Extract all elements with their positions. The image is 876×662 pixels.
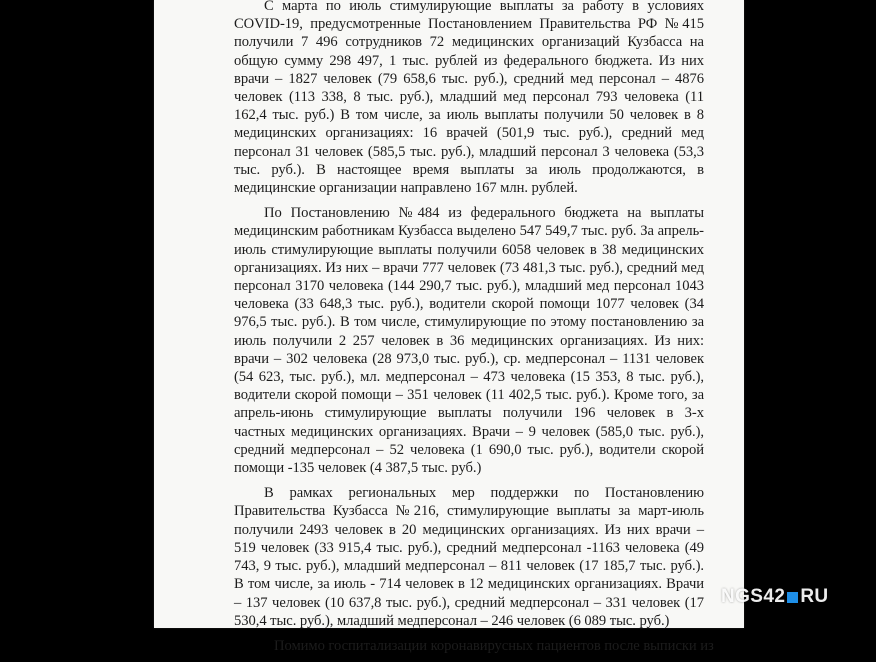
watermark-square-icon [787, 592, 798, 603]
paragraph-1: С марта по июль стимулирующие выплаты за работу в условиях COVID-19, предусмотренные Постановлением Правительства РФ №415 получили 7 496 сотрудников 72 медицинских организаций Кузбасса на общую сумму 298 497, 1 тыс. рублей из федерального бюджета. Из них врачи – 1827 человек (79 658,6 тыс. руб.), средний мед персонал – 4876 человек (113 338, 8 тыс. руб.), младший мед персонал 793 человека (11 162,4 тыс. руб.) В том числе, за июль выплаты получили 50 человек в 8 медицинских организациях: 16 врачей (501,9 тыс. руб.), средний мед персонал 31 человек (585,5 тыс. руб.), младший персонал 3 человека (53,3 тыс. руб.). В настоящее время выплаты за июль продолжаются, в медицинские организации направлено 167 млн. рублей. [234, 0, 704, 197]
paragraph-2: По Постановлению №484 из федерального бюджета на выплаты медицинским работникам Кузбасса выделено 547 549,7 тыс. руб. За апрель-июль стимулирующие выплаты получили 6058 человек в 38 медицинских организациях. Из них – врачи 777 человек (73 481,3 тыс. руб.), средний мед персонал 3170 человека (144 290,7 тыс. руб.), младший мед персонал 1043 человека (33 648,3 тыс. руб.), водители скорой помощи 1077 человек (34 976,5 тыс. руб.). В том числе, стимулирующие по этому постановлению за июль получили 2 257 человек в 36 медицинских организациях. Из них: врачи – 302 человека (28 973,0 тыс. руб.), ср. медперсонал – 1131 человек (54 623, тыс. руб.), мл. медперсонал – 473 человека (15 353, 8 тыс. руб.), водители скорой помощи – 351 человек (11 402,5 тыс. руб.). Кроме того, за апрель-июнь стимулирующие выплаты получили 196 человек в 3-х частных медицинских организациях. Врачи – 9 человек (585,0 тыс. руб.), средний медперсонал – 52 человека (1 690,0 тыс. руб.), водители скорой помощи -135 человек (4 387,5 тыс. руб.) [234, 205, 704, 477]
document-body [234, 0, 714, 662]
paragraph-4-partial: Помимо госпитализации коронавирусных пациентов после выписки из [274, 637, 714, 654]
watermark-right-text: RU [800, 586, 829, 607]
ngs42-watermark-logo [721, 586, 829, 608]
watermark-left-text: NGS42 [721, 586, 786, 607]
document-page [154, 0, 744, 654]
paragraph-3: В рамках региональных мер поддержки по Постановлению Правительства Кузбасса №216, стимулирующие выплаты за март-июль получили 2493 человек в 20 медицинских организациях. Из них врачи – 519 человек (33 915,4 тыс. руб.), средний медперсонал -1163 человека (49 743, 9 тыс. руб.), младший медперсонал – 811 человек (17 185,7 тыс. руб.). В том числе, за июль - 714 человек в 12 медицинских организациях. Врачи – 137 человек (10 637,8 тыс. руб.), средний медперсонал – 331 человек (17 530,4 тыс. руб.), младший медперсонал – 246 человек (6 089 тыс. руб.) [234, 485, 704, 629]
